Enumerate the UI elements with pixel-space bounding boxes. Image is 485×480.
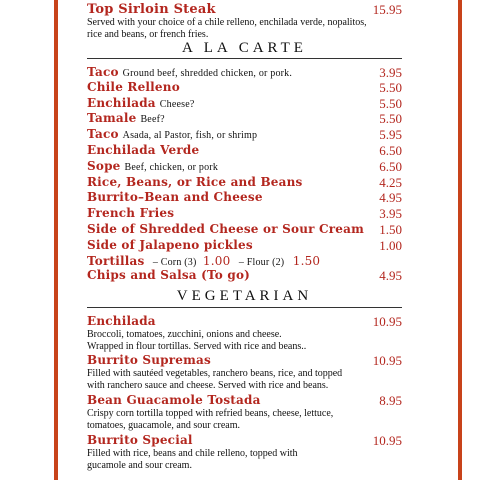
a-la-carte-item <box>87 238 253 252</box>
section-title-vegetarian: VEGETARIAN <box>176 288 313 304</box>
tortillas-label: Tortillas <box>87 254 145 268</box>
tortillas-corn-price: 1.00 <box>202 254 231 268</box>
vegetarian-item-name: Burrito Supremas <box>87 353 211 367</box>
item-desc: Beef, chicken, or pork <box>124 162 219 173</box>
vegetarian-item-desc: Filled with sautéed vegetables, ranchero beans, rice, and topped <box>87 368 343 379</box>
vegetarian-item-desc: gucamole and sour cream. <box>87 460 192 471</box>
item-price: 6.50 <box>379 143 402 158</box>
vegetarian-item-price: 10.95 <box>372 353 402 368</box>
vegetarian-item-name: Enchilada <box>87 314 156 328</box>
vegetarian-item-desc: with ranchero sauce and cheese. Served with rice and beans. <box>87 380 329 391</box>
vegetarian-item-price: 10.95 <box>372 314 402 329</box>
price-chips: 4.95 <box>379 268 402 283</box>
item-price: 3.95 <box>379 65 402 80</box>
vegetarian-item-price: 10.95 <box>372 433 402 448</box>
item-name: Tamale <box>87 111 137 125</box>
item-name: Enchilada <box>87 96 156 110</box>
a-la-carte-item <box>87 143 199 157</box>
item-name: Chile Relleno <box>87 80 180 94</box>
item-name: Sope <box>87 159 121 173</box>
item-name: Taco <box>87 127 119 141</box>
left-border <box>54 0 58 480</box>
a-la-carte-item <box>87 80 180 94</box>
item-price: 1.50 <box>379 222 402 237</box>
item-desc: Ground beef, shredded chicken, or pork. <box>122 68 293 79</box>
menu-item-tortillas <box>87 254 320 268</box>
item-price: 5.50 <box>379 111 402 126</box>
tortillas-corn: – Corn (3) <box>152 257 197 268</box>
a-la-carte-item <box>87 175 302 189</box>
a-la-carte-item <box>87 206 174 220</box>
vegetarian-item-desc: Crispy corn tortilla topped with refried beans, cheese, lettuce, <box>87 408 334 419</box>
a-la-carte-item <box>87 127 257 141</box>
item-price: 4.95 <box>379 190 402 205</box>
item-name: Taco <box>87 65 119 79</box>
vegetarian-item-desc: Broccoli, tomatoes, zucchini, onions and cheese. <box>87 329 282 340</box>
a-la-carte-item <box>87 65 292 79</box>
a-la-carte-item <box>87 190 263 204</box>
a-la-carte-item <box>87 222 364 236</box>
item-price: 1.00 <box>379 238 402 253</box>
vegetarian-item-name: Burrito Special <box>87 433 193 447</box>
item-price: 5.50 <box>379 96 402 111</box>
tortillas-flour-price: 1.50 <box>292 254 321 268</box>
item-price: 3.95 <box>379 206 402 221</box>
item-desc: Asada, al Pastor, fish, or shrimp <box>122 130 258 141</box>
tortillas-flour: – Flour (2) <box>238 257 285 268</box>
a-la-carte-item <box>87 96 194 110</box>
right-border <box>458 0 462 480</box>
section-rule-vegetarian <box>87 307 402 308</box>
section-title-a-la-carte: A LA CARTE <box>182 40 307 56</box>
vegetarian-item-price: 8.95 <box>379 393 402 408</box>
item-price: 4.25 <box>379 175 402 190</box>
a-la-carte-item <box>87 159 218 173</box>
section-rule <box>87 58 402 59</box>
menu-item-chips: Chips and Salsa (To go) <box>87 268 251 282</box>
item-name: Burrito–Bean and Cheese <box>87 190 263 204</box>
menu-item-top-sirloin: Top Sirloin Steak <box>87 2 216 17</box>
item-price: 5.50 <box>379 80 402 95</box>
item-name: Side of Jalapeno pickles <box>87 238 253 252</box>
item-name: Enchilada Verde <box>87 143 200 157</box>
vegetarian-item-desc: tomatoes, guacamole, and sour cream. <box>87 420 240 431</box>
vegetarian-item-name: Bean Guacamole Tostada <box>87 393 261 407</box>
a-la-carte-item <box>87 111 165 125</box>
item-price: 5.95 <box>379 127 402 142</box>
item-price: 6.50 <box>379 159 402 174</box>
item-desc: Beef? <box>140 114 165 125</box>
item-desc: Cheese? <box>159 99 195 110</box>
item-name: French Fries <box>87 206 175 220</box>
vegetarian-item-desc: Filled with rice, beans and chile relleno, topped with <box>87 448 298 459</box>
item-name: Side of Shredded Cheese or Sour Cream <box>87 222 364 236</box>
item-name: Rice, Beans, or Rice and Beans <box>87 175 303 189</box>
vegetarian-item-desc: Wrapped in flour tortillas. Served with rice and beans.. <box>87 341 307 352</box>
desc-top-sirloin: Served with your choice of a chile relleno, enchilada verde, nopalitos, rice and beans, or french fries. <box>87 17 367 40</box>
price-top-sirloin: 15.95 <box>372 2 402 17</box>
